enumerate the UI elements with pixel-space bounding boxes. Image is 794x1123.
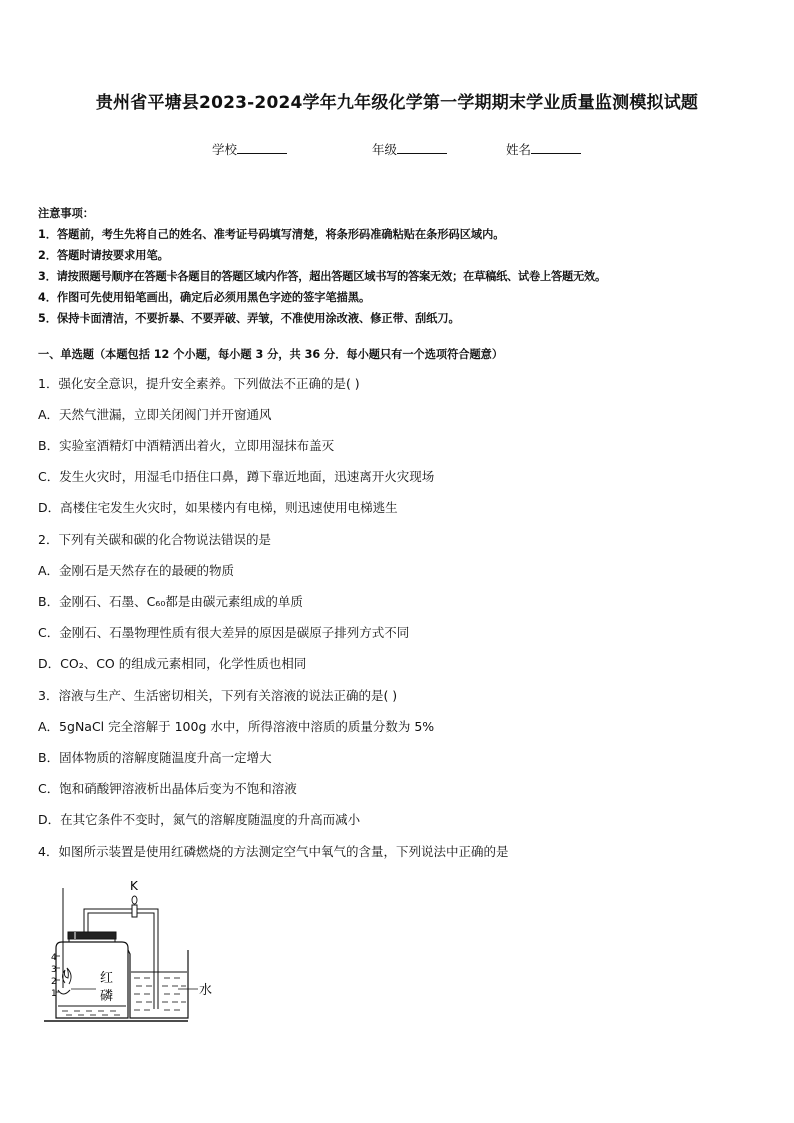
school-field bbox=[212, 140, 287, 158]
question-stem: 1．强化安全意识，提升安全素养。下列做法不正确的是( ) bbox=[38, 376, 360, 391]
apparatus-figure bbox=[38, 878, 228, 1028]
name-field bbox=[506, 140, 581, 158]
question-option: B．固体物质的溶解度随温度升高一定增大 bbox=[38, 750, 272, 765]
note-item: 3．请按照题号顺序在答题卡各题目的答题区域内作答，超出答题区域书写的答案无效；在草稿纸、试卷上答题无效。 bbox=[38, 270, 606, 283]
scale-mark: 4 bbox=[51, 953, 57, 963]
grade-blank bbox=[397, 141, 447, 154]
note-item: 1．答题前，考生先将自己的姓名、准考证号码填写清楚，将条形码准确粘贴在条形码区域内。 bbox=[38, 228, 505, 241]
flame-icon bbox=[63, 968, 72, 984]
page-title: 贵州省平塘县2023-2024学年九年级化学第一学期期末学业质量监测模拟试题 bbox=[95, 93, 699, 113]
valve-label: K bbox=[130, 879, 138, 893]
note-item: 5．保持卡面清洁，不要折暴、不要弄破、弄皱，不准使用涂改液、修正带、刮纸刀。 bbox=[38, 312, 460, 325]
notes-heading: 注意事项： bbox=[38, 207, 94, 220]
grade-label: 年级 bbox=[372, 142, 398, 157]
question-stem: 4．如图所示装置是使用红磷燃烧的方法测定空气中氧气的含量，下列说法中正确的是 bbox=[38, 844, 509, 859]
note-item: 2．答题时请按要求用笔。 bbox=[38, 249, 169, 262]
question-option: D．高楼住宅发生火灾时，如果楼内有电梯，则迅速使用电梯逃生 bbox=[38, 500, 398, 515]
question-stem: 2．下列有关碳和碳的化合物说法错误的是 bbox=[38, 532, 271, 547]
question-option: C．饱和硝酸钾溶液析出晶体后变为不饱和溶液 bbox=[38, 781, 297, 796]
question-stem: 3．溶液与生产、生活密切相关，下列有关溶液的说法正确的是( ) bbox=[38, 688, 398, 703]
name-blank bbox=[531, 141, 581, 154]
notes-block bbox=[38, 203, 768, 329]
school-label: 学校 bbox=[212, 142, 238, 157]
scale-mark: 3 bbox=[51, 965, 57, 975]
gas-bottle bbox=[56, 942, 128, 1018]
valve-screw bbox=[132, 896, 137, 904]
question-option: C．发生火灾时，用湿毛巾捂住口鼻，蹲下靠近地面，迅速离开火灾现场 bbox=[38, 469, 435, 484]
question-option: D．在其它条件不变时，氮气的溶解度随温度的升高而减小 bbox=[38, 812, 361, 827]
section-heading: 一、单选题（本题包括 12 个小题，每小题 3 分，共 36 分．每小题只有一个选项符合题意） bbox=[38, 348, 504, 361]
phosphorus-label: 红 bbox=[100, 971, 114, 986]
scale-mark: 2 bbox=[51, 977, 57, 987]
scale-mark: 1 bbox=[51, 989, 57, 999]
note-item: 4．作图可先使用铅笔画出，确定后必须用黑色字迹的签字笔描黑。 bbox=[38, 291, 371, 304]
name-label: 姓名 bbox=[506, 142, 532, 157]
phosphorus-label: 磷 bbox=[100, 989, 114, 1004]
question-option: A．金刚石是天然存在的最硬的物质 bbox=[38, 563, 235, 578]
question-option: A．5gNaCl 完全溶解于 100g 水中，所得溶液中溶质的质量分数为 5% bbox=[38, 719, 435, 734]
question-option: D．CO₂、CO 的组成元素相同，化学性质也相同 bbox=[38, 656, 307, 671]
water-label: 水 bbox=[199, 983, 213, 998]
question-option: B．金刚石、石墨、C₆₀都是由碳元素组成的单质 bbox=[38, 594, 303, 609]
grade-field bbox=[372, 140, 447, 158]
question-option: A．天然气泄漏，立即关闭阀门并开窗通风 bbox=[38, 407, 272, 422]
valve-clamp bbox=[132, 905, 137, 917]
question-option: B．实验室酒精灯中酒精洒出着火，立即用湿抹布盖灭 bbox=[38, 438, 335, 453]
question-option: C．金刚石、石墨物理性质有很大差异的原因是碳原子排列方式不同 bbox=[38, 625, 410, 640]
combustion-spoon bbox=[58, 990, 70, 994]
school-blank bbox=[237, 141, 287, 154]
